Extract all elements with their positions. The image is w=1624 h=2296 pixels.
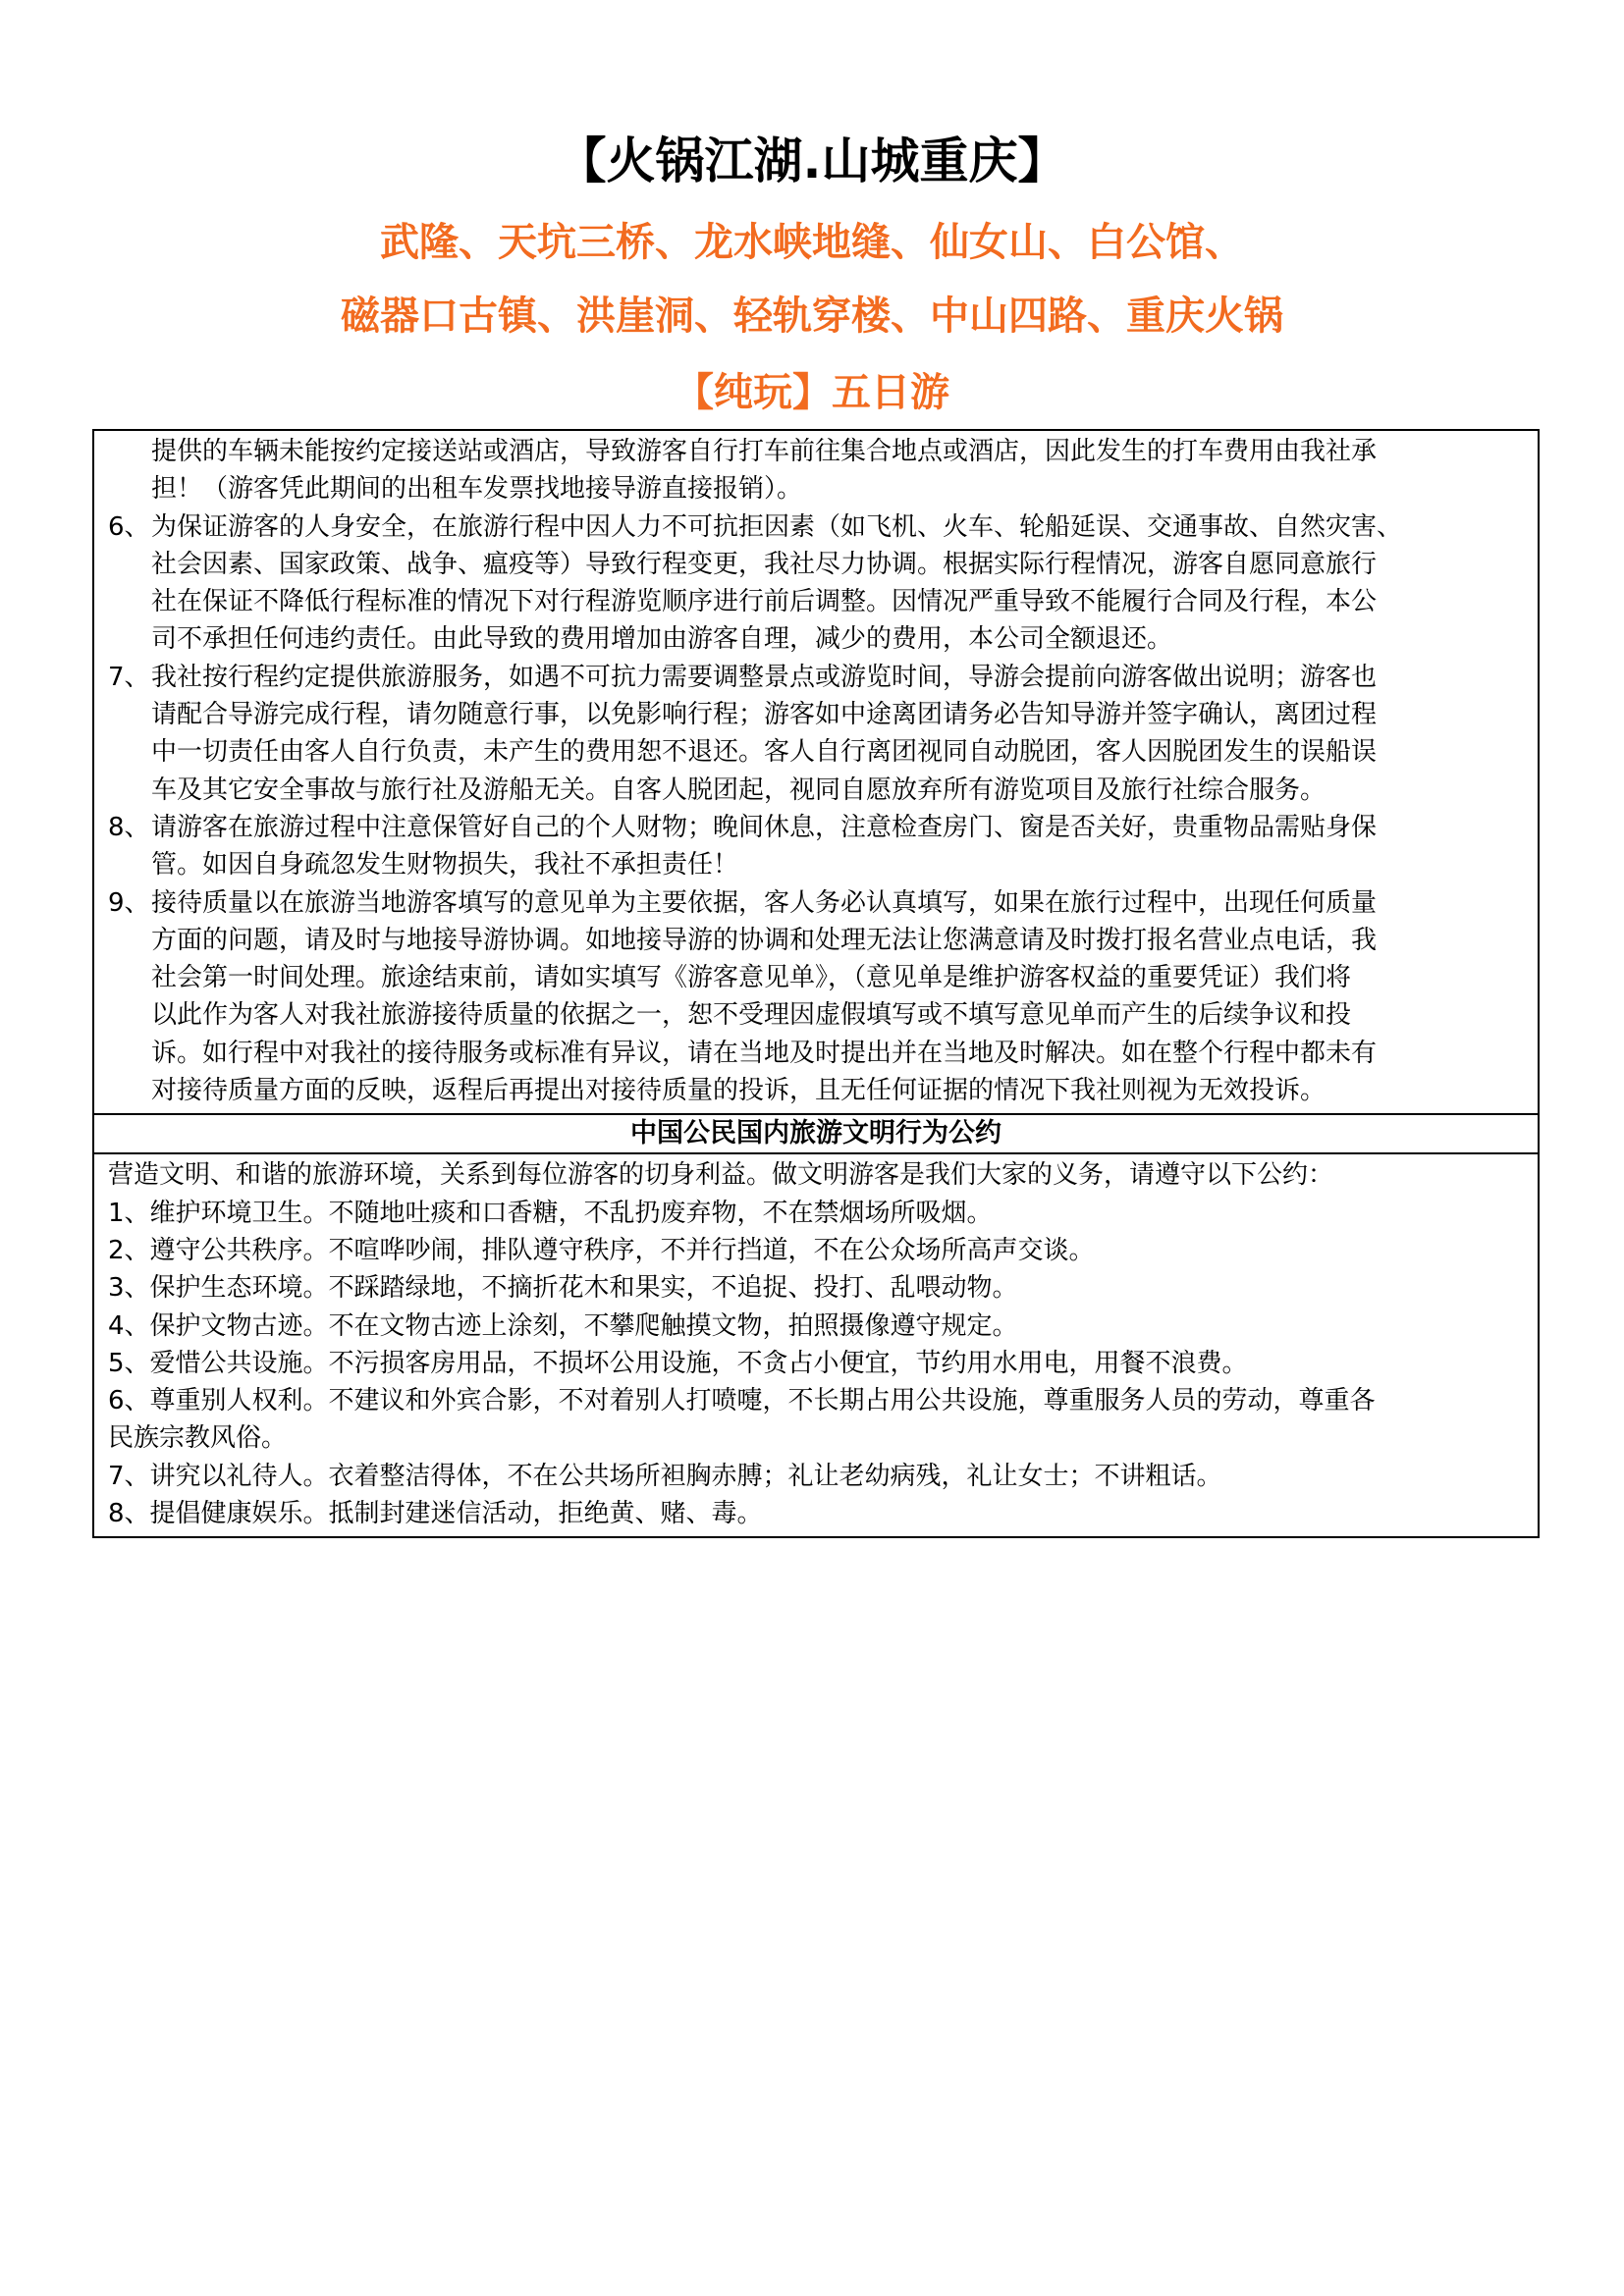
page-title: 【火锅江湖.山城重庆】	[557, 133, 1067, 189]
item-line: 接待质量以在旅游当地游客填写的意见单为主要依据，客人务必认真填写，如果在旅行过程中，出现任何质量	[151, 887, 1378, 918]
item-number: 8、	[108, 812, 150, 842]
item-line: 方面的问题，请及时与地接导游协调。如地接导游的协调和处理无法让您满意请及时拨打报名营业点电话，我	[151, 925, 1378, 955]
convention-item: 1、维护环境卫生。不随地吐痰和口香糖，不乱扔废弃物，不在禁烟场所吸烟。	[108, 1198, 993, 1228]
item-line: 请游客在旅游过程中注意保管好自己的个人财物；晚间休息，注意检查房门、窗是否关好，贵重物品需贴身保	[151, 812, 1378, 842]
item-line: 司不承担任何违约责任。由此导致的费用增加由游客自理，减少的费用，本公司全额退还。	[151, 624, 1173, 655]
convention-intro: 营造文明、和谐的旅游环境，关系到每位游客的切身利益。做文明游客是我们大家的义务，请遵守以下公约：	[108, 1160, 1334, 1191]
item-line: 管。如因自身疏忽发生财物损失，我社不承担责任！	[151, 850, 739, 881]
terms-item-7	[108, 659, 1524, 809]
convention-item-continuation: 民族宗教风俗。	[108, 1423, 288, 1454]
subtitle-line-2: 磁器口古镇、洪崖洞、轻轨穿楼、中山四路、重庆火锅	[341, 294, 1283, 339]
item-line: 对接待质量方面的反映，返程后再提出对接待质量的投诉，且无任何证据的情况下我社则视为无效投诉。	[151, 1076, 1326, 1106]
subtitle-line-3: 【纯玩】五日游	[675, 370, 949, 415]
item-line: 社在保证不降低行程标准的情况下对行程游览顺序进行前后调整。因情况严重导致不能履行合同及行程，本公	[151, 587, 1378, 617]
terms-item-8	[108, 809, 1524, 884]
item-number: 7、	[108, 662, 150, 692]
convention-item: 4、保护文物古迹。不在文物古迹上涂刻，不攀爬触摸文物，拍照摄像遵守规定。	[108, 1310, 1018, 1341]
convention-section	[94, 1154, 1538, 1536]
terms-item-9	[108, 884, 1524, 1110]
item-line: 社会第一时间处理。旅途结束前，请如实填写《游客意见单》，（意见单是维护游客权益的重要凭证）我们将	[151, 963, 1352, 993]
item-line: 中一切责任由客人自行负责，未产生的费用恕不退还。客人自行离团视同自动脱团，客人因脱团发生的误船误	[151, 737, 1378, 768]
item-number: 6、	[108, 511, 150, 542]
item-number: 9、	[108, 887, 150, 918]
convention-item: 8、提倡健康娱乐。抵制封建迷信活动，拒绝黄、赌、毒。	[108, 1499, 763, 1529]
item-line: 车及其它安全事故与旅行社及游船无关。自客人脱团起，视同自愿放弃所有游览项目及旅行社综合服务。	[151, 774, 1326, 805]
convention-item: 3、保护生态环境。不踩踏绿地，不摘折花木和果实，不追捉、投打、乱喂动物。	[108, 1273, 1018, 1304]
item-line: 我社按行程约定提供旅游服务，如遇不可抗力需要调整景点或游览时间，导游会提前向游客做出说明；游客也	[151, 662, 1378, 692]
convention-item: 5、爱惜公共设施。不污损客房用品，不损坏公用设施，不贪占小便宜，节约用水用电，用餐不浪费。	[108, 1348, 1248, 1378]
terms-table	[92, 429, 1540, 1538]
item-line: 诉。如行程中对我社的接待服务或标准有异议，请在当地及时提出并在当地及时解决。如在整个行程中都未有	[151, 1038, 1378, 1068]
item-line: 以此作为客人对我社旅游接待质量的依据之一，恕不受理因虚假填写或不填写意见单而产生的后续争议和投	[151, 1000, 1352, 1031]
terms-continuation-line: 担！（游客凭此期间的出租车发票找地接导游直接报销）。	[151, 474, 803, 505]
item-line: 请配合导游完成行程，请勿随意行事，以免影响行程；游客如中途离团请务必告知导游并签字确认，离团过程	[151, 700, 1378, 730]
item-line: 社会因素、国家政策、战争、瘟疫等）导致行程变更，我社尽力协调。根据实际行程情况，游客自愿同意旅行	[151, 549, 1378, 579]
convention-item: 7、讲究以礼待人。衣着整洁得体，不在公共场所袒胸赤膊；礼让老幼病残，礼让女士；不讲粗话。	[108, 1461, 1222, 1491]
convention-title: 中国公民国内旅游文明行为公约	[94, 1113, 1538, 1154]
terms-item-6	[108, 508, 1524, 659]
item-line: 为保证游客的人身安全，在旅游行程中因人力不可抗拒因素（如飞机、火车、轮船延误、交通事故、自然灾害、	[151, 511, 1403, 542]
terms-continuation-line: 提供的车辆未能按约定接送站或酒店，导致游客自行打车前往集合地点或酒店，因此发生的打车费用由我社承	[151, 437, 1378, 466]
terms-section	[94, 431, 1538, 1113]
subtitle-line-1: 武隆、天坑三桥、龙水峡地缝、仙女山、白公馆、	[380, 220, 1244, 265]
convention-item: 2、遵守公共秩序。不喧哗吵闹，排队遵守秩序，不并行挡道，不在公众场所高声交谈。	[108, 1235, 1095, 1265]
convention-item: 6、尊重别人权利。不建议和外宾合影，不对着别人打喷嚏，不长期占用公共设施，尊重服务人员的劳动，尊重各	[108, 1386, 1376, 1416]
